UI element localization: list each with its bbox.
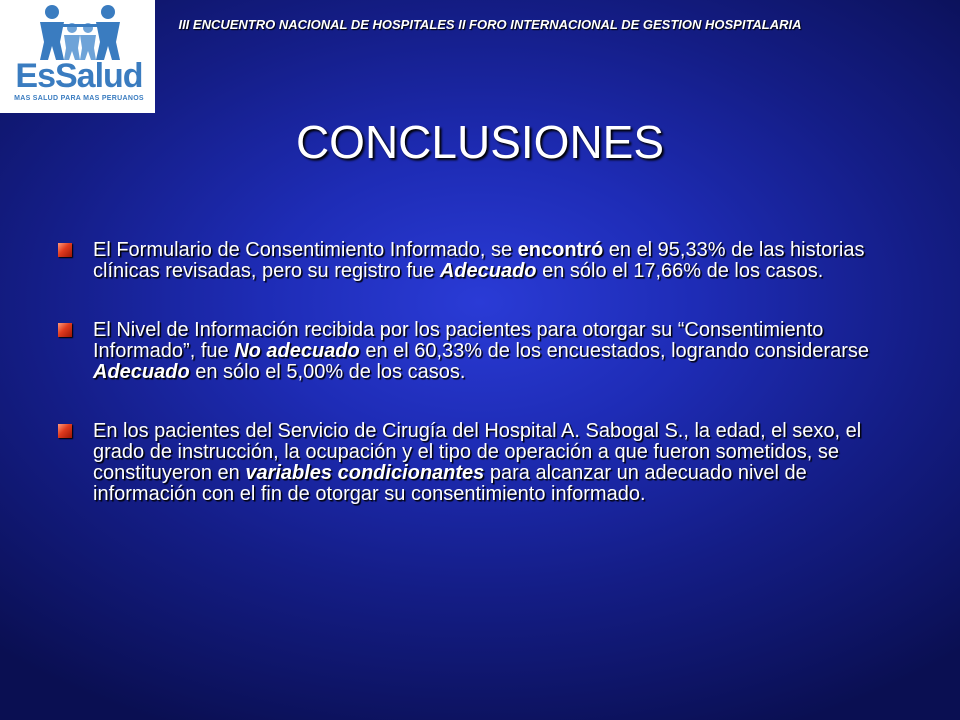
square-bullet-icon — [58, 424, 72, 438]
essalud-logo — [0, 0, 155, 113]
bullet-text: En los pacientes del Servicio de Cirugía del Hospital A. Sabogal S., la edad, el sexo, el grado de instrucción, la ocupación y el tipo de operación a que fueron sometidos, se constituyeron en variables condicionantes para alcanzar un adecuado nivel de información con el fin de otorgar su consentimiento informado. — [93, 420, 862, 505]
list-item — [58, 421, 888, 505]
list-item — [58, 320, 888, 383]
square-bullet-icon — [58, 323, 72, 337]
logo-tagline: MAS SALUD PARA MAS PERUANOS — [14, 95, 144, 102]
family-figures-icon — [30, 4, 130, 60]
event-header: III ENCUENTRO NACIONAL DE HOSPITALES II FORO INTERNACIONAL DE GESTION HOSPITALARIA — [178, 17, 802, 32]
conclusions-list — [58, 240, 888, 543]
square-bullet-icon — [58, 243, 72, 257]
logo-wordmark: EsSalud — [15, 57, 143, 95]
bullet-text: El Formulario de Consentimiento Informado, se encontró en el 95,33% de las historias clínicas revisadas, pero su registro fue Adecuado en sólo el 17,66% de los casos. — [93, 239, 865, 282]
bullet-text: El Nivel de Información recibida por los pacientes para otorgar su “Consentimiento Informado”, fue No adecuado en el 60,33% de los encuestados, logrando considerarse Adecuado en sólo el 5,00% de los casos. — [93, 319, 869, 383]
slide-title: CONCLUSIONES — [295, 116, 665, 168]
list-item — [58, 240, 888, 282]
